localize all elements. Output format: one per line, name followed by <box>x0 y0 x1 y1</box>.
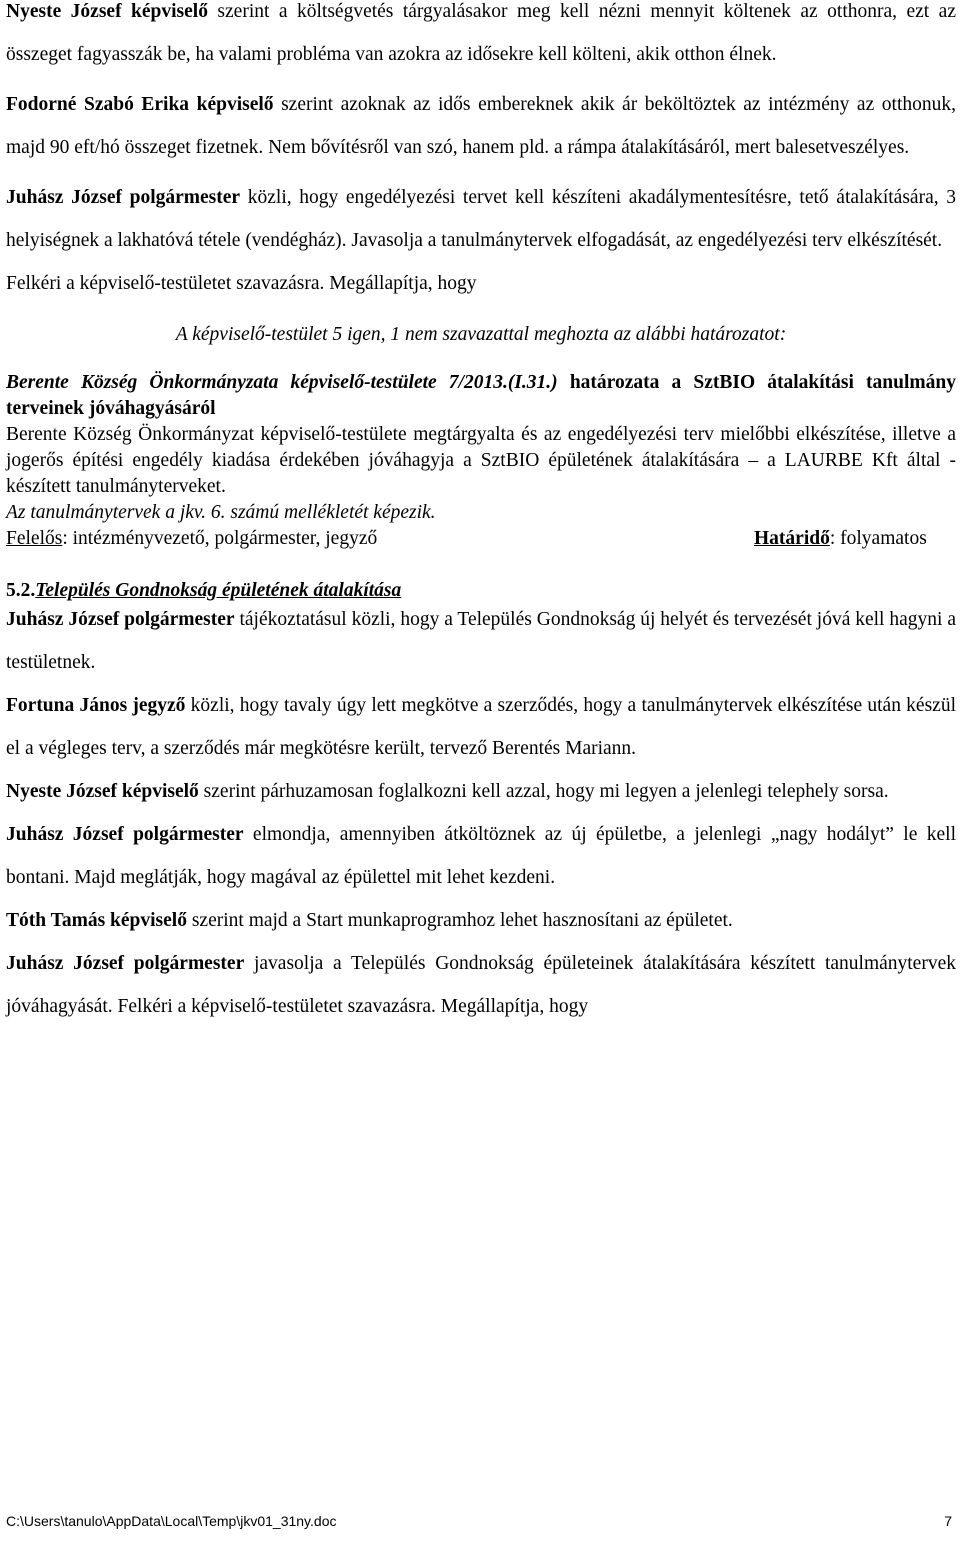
deadline-value: : folyamatos <box>829 528 927 549</box>
paragraph-text: közli, hogy tavaly úgy lett megkötve a szerződés, hogy a tanulmánytervek elkészítése után készül el a végleges terv, a szerződés már megkötésre került, tervező Berentés Mariann. <box>6 695 956 759</box>
speaker-name: Fodorné Szabó Erika képviselő <box>6 94 274 115</box>
page-number: 7 <box>944 1513 952 1529</box>
paragraph-text: szerint majd a Start munkaprogramhoz lehet hasznosítani az épületet. <box>186 910 733 931</box>
paragraph-juhasz-3 <box>6 813 956 899</box>
document-page <box>6 0 956 1028</box>
deadline <box>754 526 927 552</box>
resolution-block <box>6 370 956 552</box>
paragraph-nyeste-1 <box>6 0 956 76</box>
speaker-name: Fortuna János jegyző <box>6 695 186 716</box>
resolution-annex: Az tanulmánytervek a jkv. 6. számú mellékletét képezik. <box>6 502 436 523</box>
paragraph-text: szerint a költségvetés tárgyalásakor meg kell nézni mennyit költenek az otthonra, ezt az összeget fagyasszák be, ha valami probléma van azokra az idősekre kell költeni, akik otthon élnek. <box>6 1 956 65</box>
paragraph-text: közli, hogy engedélyezési tervet kell készíteni akadálymentesítésre, tető átalakítására, 3 helyiségnek a lakhatóvá tétele (vendégház). Javasolja a tanulmánytervek elfogadását, az engedélyezési terv elkészítését. <box>6 187 956 251</box>
speaker-name: Juhász József polgármester <box>6 824 244 845</box>
speaker-name: Juhász József polgármester <box>6 953 245 974</box>
paragraph-fodorne <box>6 83 956 169</box>
responsible-label: Felelős <box>6 528 63 549</box>
file-path: C:\Users\tanulo\AppData\Local\Temp\jkv01_31ny.doc <box>6 1513 337 1529</box>
paragraph-juhasz-1 <box>6 176 956 262</box>
speaker-name: Tóth Tamás képviselő <box>6 910 187 931</box>
page-footer <box>6 1512 956 1530</box>
section-number: 5.2. <box>6 580 36 601</box>
speaker-name: Juhász József polgármester <box>6 187 241 208</box>
paragraph-text: szerint párhuzamosan foglalkozni kell azzal, hogy mi legyen a jelenlegi telephely sorsa. <box>198 781 889 802</box>
vote-result: A képviselő-testület 5 igen, 1 nem szavazattal meghozta az alábbi határozatot: <box>175 324 787 345</box>
paragraph-text: javasolja a Település Gondnokság épületeinek átalakítására készített tanulmánytervek jóváhagyását. Felkéri a képviselő-testületet szavazásra. Megállapítja, hogy <box>6 953 956 1017</box>
resolution-title-rest: határozata a SztBIO átalakítási tanulmány terveinek jóváhagyásáról <box>6 372 956 419</box>
paragraph-vote-request: Felkéri a képviselő-testületet szavazásra. Megállapítja, hogy <box>6 273 477 294</box>
resolution-responsibility <box>6 526 956 552</box>
speaker-name: Nyeste József képviselő <box>6 781 199 802</box>
paragraph-nyeste-2 <box>6 770 956 813</box>
resolution-body: Berente Község Önkormányzat képviselő-testülete megtárgyalta és az engedélyezési terv mielőbbi elkészítése, illetve a jogerős építési engedély kiadása érdekében jóváhagyja a SztBIO épületének átalakítására – a LAURBE Kft által - készített tanulmányterveket. <box>6 424 956 497</box>
resolution-title <box>6 370 956 422</box>
resolution-title-main: Berente Község Önkormányzata képviselő-testülete 7/2013.(I.31.) <box>6 372 558 393</box>
speaker-name: Juhász József polgármester <box>6 609 235 630</box>
deadline-label: Határidő <box>754 528 830 549</box>
speaker-name: Nyeste József képviselő <box>6 1 208 22</box>
paragraph-fortuna <box>6 684 956 770</box>
paragraph-toth <box>6 899 956 942</box>
paragraph-juhasz-2 <box>6 598 956 684</box>
section-title: Település Gondnokság épületének átalakítása <box>35 580 402 601</box>
paragraph-text: tájékoztatásul közli, hogy a Település Gondnokság új helyét és tervezését jóvá kell hagyni a testületnek. <box>6 609 956 673</box>
responsible-value: : intézményvezető, polgármester, jegyző <box>62 528 378 549</box>
paragraph-text: elmondja, amennyiben átköltöznek az új épületbe, a jelenlegi „nagy hodályt” le kell bontani. Majd meglátják, hogy magával az épülettel mit lehet kezdeni. <box>6 824 956 888</box>
paragraph-text: szerint azoknak az idős embereknek akik ár beköltöztek az intézmény az otthonuk, majd 90 eft/hó összeget fizetnek. Nem bővítésről van szó, hanem pld. a rámpa átalakításáról, mert balesetveszélyes. <box>6 94 956 158</box>
paragraph-juhasz-4 <box>6 942 956 1028</box>
